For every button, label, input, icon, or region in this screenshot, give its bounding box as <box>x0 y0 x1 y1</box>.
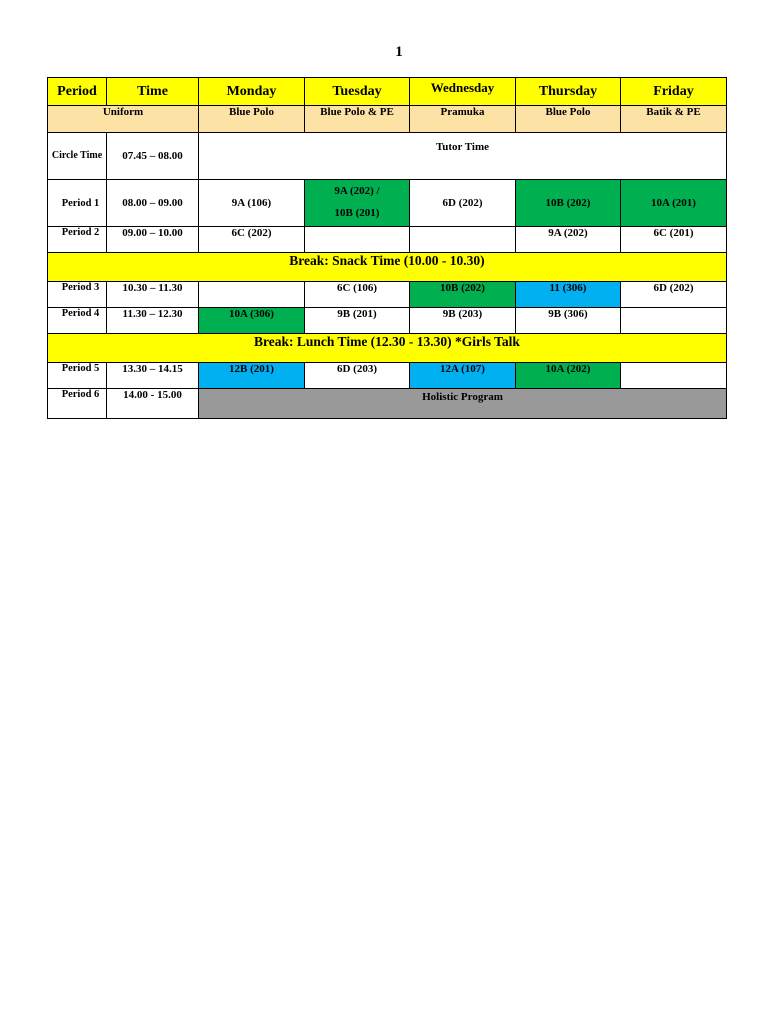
header-monday: Monday <box>199 78 305 106</box>
cell-thursday: 10B (202) <box>516 180 621 227</box>
lunch-break-row <box>48 334 727 363</box>
holistic-program-cell: Holistic Program <box>199 389 727 419</box>
cell-friday: 6D (202) <box>621 282 727 308</box>
period-label: Period 3 <box>48 282 107 308</box>
uniform-row <box>48 106 727 133</box>
cell-line: 10B (201) <box>334 207 380 219</box>
header-row <box>48 78 727 106</box>
period-label: Period 6 <box>48 389 107 419</box>
cell-friday <box>621 363 727 389</box>
cell-monday: 10A (306) <box>199 308 305 334</box>
page-number: 1 <box>395 44 403 60</box>
cell-tuesday: 9B (201) <box>305 308 410 334</box>
uniform-friday: Batik & PE <box>621 106 727 133</box>
uniform-monday: Blue Polo <box>199 106 305 133</box>
cell-tuesday: 6C (106) <box>305 282 410 308</box>
cell-monday: 12B (201) <box>199 363 305 389</box>
cell-monday: 6C (202) <box>199 227 305 253</box>
cell-wednesday <box>410 227 516 253</box>
cell-wednesday: 6D (202) <box>410 180 516 227</box>
uniform-wednesday: Pramuka <box>410 106 516 133</box>
cell-thursday: 9B (306) <box>516 308 621 334</box>
period-5-row <box>48 363 727 389</box>
period-4-row <box>48 308 727 334</box>
tutor-time-cell: Tutor Time <box>199 133 727 180</box>
header-tuesday: Tuesday <box>305 78 410 106</box>
uniform-thursday: Blue Polo <box>516 106 621 133</box>
cell-wednesday: 12A (107) <box>410 363 516 389</box>
circle-time-row <box>48 133 727 180</box>
cell-thursday: 10A (202) <box>516 363 621 389</box>
time-range: 10.30 – 11.30 <box>107 282 199 308</box>
cell-monday: 9A (106) <box>199 180 305 227</box>
lunch-break-text: Break: Lunch Time (12.30 - 13.30) *Girls Talk <box>48 334 727 363</box>
cell-line: 9A (202) / <box>334 185 380 197</box>
cell-tuesday <box>305 180 410 227</box>
header-friday: Friday <box>621 78 727 106</box>
cell-tuesday <box>305 227 410 253</box>
cell-wednesday: 9B (203) <box>410 308 516 334</box>
time-range: 11.30 – 12.30 <box>107 308 199 334</box>
cell-tuesday: 6D (203) <box>305 363 410 389</box>
time-range: 13.30 – 14.15 <box>107 363 199 389</box>
period-3-row <box>48 282 727 308</box>
period-label: Period 5 <box>48 363 107 389</box>
period-6-row <box>48 389 727 419</box>
period-label: Period 4 <box>48 308 107 334</box>
time-range: 07.45 – 08.00 <box>107 133 199 180</box>
period-label: Period 2 <box>48 227 107 253</box>
uniform-label: Uniform <box>48 106 199 133</box>
cell-friday <box>621 308 727 334</box>
period-label: Circle Time <box>48 133 107 180</box>
period-1-row <box>48 180 727 227</box>
period-2-row <box>48 227 727 253</box>
time-range: 14.00 - 15.00 <box>107 389 199 419</box>
timetable <box>47 77 727 419</box>
header-wednesday: Wednesday <box>410 78 516 106</box>
cell-friday: 6C (201) <box>621 227 727 253</box>
uniform-tuesday: Blue Polo & PE <box>305 106 410 133</box>
time-range: 09.00 – 10.00 <box>107 227 199 253</box>
time-range: 08.00 – 09.00 <box>107 180 199 227</box>
cell-thursday: 11 (306) <box>516 282 621 308</box>
cell-friday: 10A (201) <box>621 180 727 227</box>
header-thursday: Thursday <box>516 78 621 106</box>
header-time: Time <box>107 78 199 106</box>
period-label: Period 1 <box>48 180 107 227</box>
snack-break-row <box>48 253 727 282</box>
cell-monday <box>199 282 305 308</box>
cell-thursday: 9A (202) <box>516 227 621 253</box>
header-period: Period <box>48 78 107 106</box>
cell-wednesday: 10B (202) <box>410 282 516 308</box>
snack-break-text: Break: Snack Time (10.00 - 10.30) <box>48 253 727 282</box>
